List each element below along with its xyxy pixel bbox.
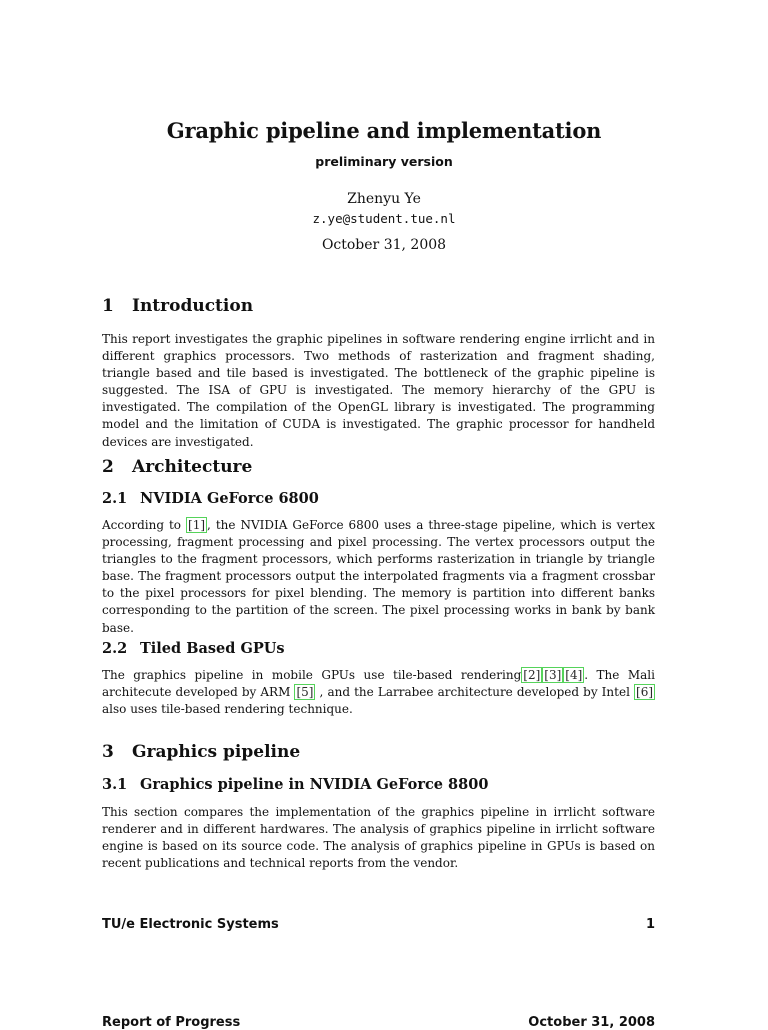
section-heading-introduction [102, 296, 253, 316]
section-title: Introduction [132, 296, 254, 316]
author-name: Zhenyu Ye [347, 191, 421, 207]
subsection-heading-geforce-8800 [102, 776, 488, 793]
subsection-title: Graphics pipeline in NVIDIA GeForce 8800 [140, 776, 489, 793]
subsection-heading-tiled-gpus [102, 640, 285, 657]
section-number: 1 [102, 296, 114, 316]
footer-page-number: 1 [645, 917, 655, 932]
section-number: 2 [102, 457, 114, 477]
section-title: Architecture [132, 457, 253, 477]
subsection-heading-geforce-6800 [102, 490, 319, 507]
author-email: z.ye@student.tue.nl [312, 211, 456, 226]
paper-subtitle: preliminary version [315, 154, 453, 169]
paragraph-geforce-8800: This section compares the implementation of the graphics pipeline in irrlicht software renderer and in different hardwares. The analysis of graphics pipeline in irrlicht software engine is based on its source code. The analysis of graphics pipeline in GPUs is based on recent publications and technical reports from the vendor. [102, 805, 655, 871]
section-heading-graphics-pipeline [102, 742, 300, 762]
paper-date: October 31, 2008 [321, 237, 447, 253]
text-run: The graphics pipeline in mobile GPUs use tile-based rendering [102, 668, 522, 682]
citation-link[interactable]: [6] [636, 685, 654, 700]
citation-link[interactable]: [5] [296, 685, 314, 700]
footer-organization: TU/e Electronic Systems [102, 917, 279, 932]
subsection-title: Tiled Based GPUs [140, 640, 285, 657]
citation-link[interactable]: [2] [523, 668, 541, 682]
subsection-number: 2.1 [102, 490, 128, 507]
text-run: also uses tile-based rendering technique. [102, 702, 353, 717]
paragraph-introduction: This report investigates the graphic pipelines in software rendering engine irrlicht and in different graphics processors. Two methods of rasterization and fragment shading, triangle based and tile based is investigated. The bottleneck of the graphic pipeline is suggested. The ISA of GPU is investigated. The memory hierarchy of the GPU is investigated. The compilation of the OpenGL library is investigated. The programming model and the limitation of CUDA is investigated. The graphic processor for handheld devices are investigated. [102, 332, 655, 449]
next-page-header-left: Report of Progress [102, 1015, 241, 1030]
section-number: 3 [102, 742, 114, 762]
section-heading-architecture [102, 457, 252, 477]
paragraph-tiled-gpus [102, 667, 655, 718]
paragraph-geforce-6800 [102, 517, 655, 637]
next-page-header-right: October 31, 2008 [528, 1015, 655, 1030]
text-run: , and the Larrabee architecture developed by Intel [315, 685, 635, 700]
section-title: Graphics pipeline [132, 742, 301, 762]
citation-link[interactable]: [1] [188, 518, 206, 532]
text-run: , the NVIDIA GeForce 6800 uses a three-stage pipeline, which is vertex processing, fragment processing and pixel processing. The vertex processors output the triangles to the fragment processors, which performs rasterization in triangle by triangle base. The fragment processors output the interpolated fragments via a fragment crossbar to the pixel processors for pixel blending. The memory is partition into different banks corresponding to the partition of the screen. The pixel processing works in bank by bank base. [102, 518, 655, 635]
subsection-title: NVIDIA GeForce 6800 [140, 490, 319, 507]
subsection-number: 3.1 [102, 776, 128, 793]
citation-link[interactable]: [4] [565, 668, 583, 682]
subsection-number: 2.2 [102, 640, 128, 657]
text-run: According to [102, 518, 187, 532]
text-run: . The Mali architecute developed by ARM [102, 668, 655, 700]
paper-title: Graphic pipeline and implementation [166, 118, 602, 143]
citation-link[interactable]: [3] [544, 668, 562, 682]
